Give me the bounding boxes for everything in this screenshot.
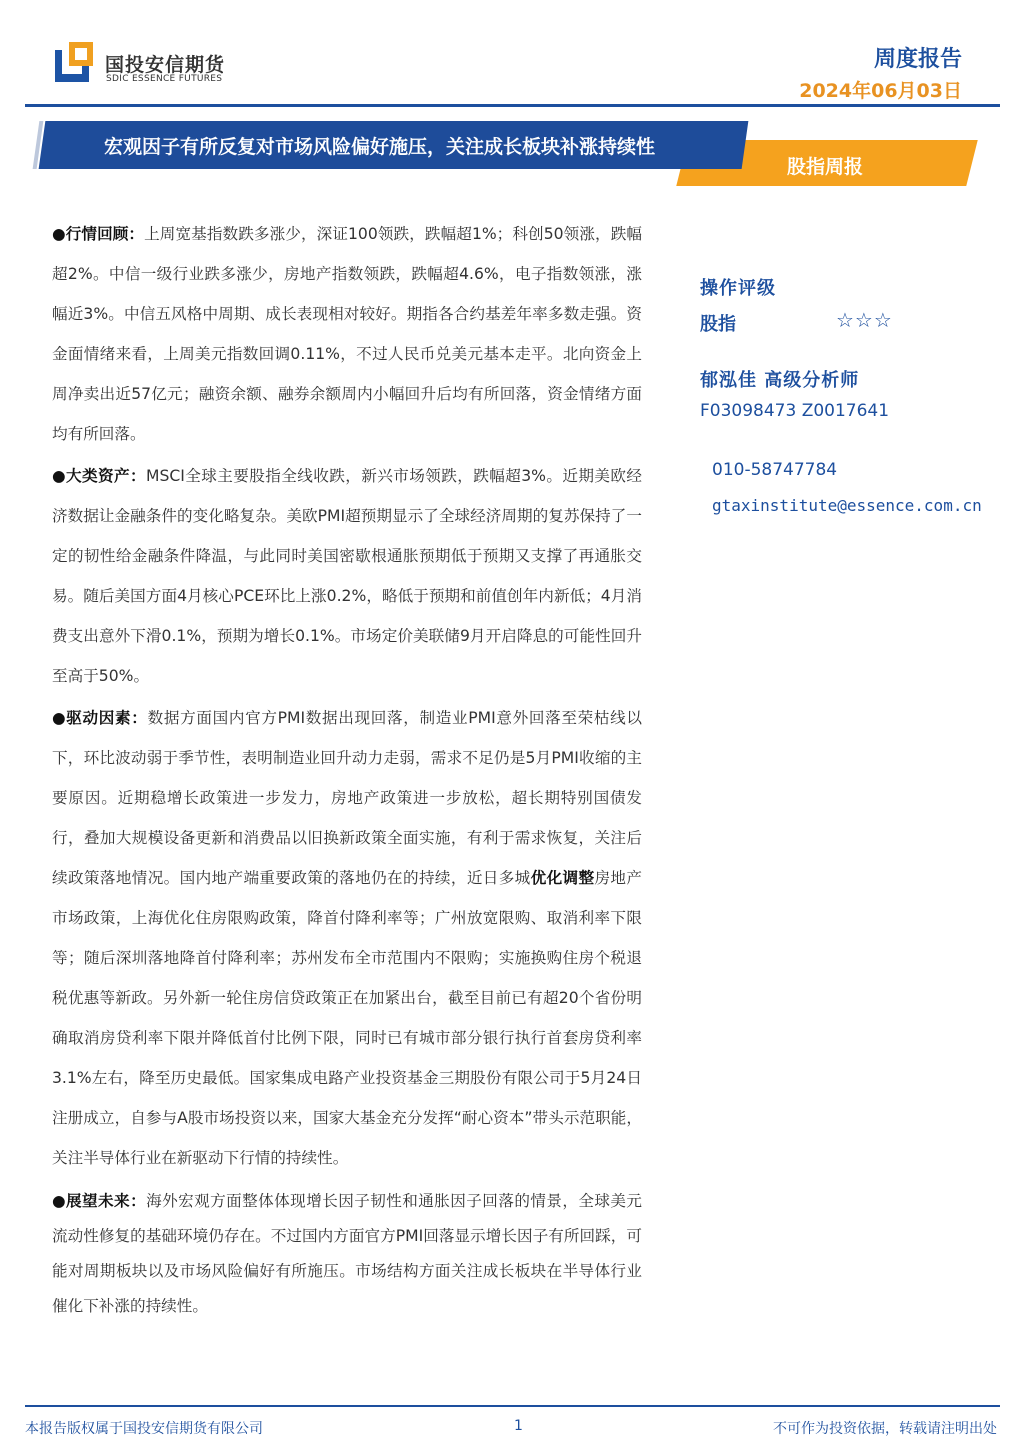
section-emphasis: 优化调整 bbox=[530, 869, 595, 887]
company-name-en: SDIC ESSENCE FUTURES bbox=[106, 74, 223, 84]
section-heading: 行情回顾： bbox=[65, 225, 145, 243]
section-text: 房地产市场政策，上海优化住房限购政策，降首付降利率等；广州放宽限购、取消利率下限等；随后深圳落地降首付降利率；苏州发布全市范围内不限购；实施换购住房个税退税优惠等新政。另外新一轮住房信贷政策正在加紧出台，截至目前已有超20个省份明确取消房贷利率下限并降低首付比例下限，同时已有城市部分银行执行首套房贷利率3.1%左右，降至历史最低。国家集成电路产业投资基金三期股份有限公司于5月24日注册成立，自参与A股市场投资以来，国家大基金充分发挥“耐心资本”带头示范职能，关注半导体行业在新驱动下行情的持续性。 bbox=[52, 869, 642, 1167]
section-market-review bbox=[52, 214, 642, 454]
rating-label: 操作评级 bbox=[700, 278, 776, 299]
section-text: MSCI全球主要股指全线收跌，新兴市场领跌，跌幅超3%。近期美欧经济数据让金融条件的变化略复杂。美欧PMI超预期显示了全球经济周期的复苏保持了一定的韧性给金融条件降温，与此同时美国密歇根通胀预期低于预期又支撑了再通胀交易。随后美国方面4月核心PCE环比上涨0.2%，略低于预期和前值创年内新低；4月消费支出意外下滑0.1%，预期为增长0.1%。市场定价美联储9月开启降息的可能性回升至高于50%。 bbox=[52, 467, 642, 685]
analyst-name: 郁泓佳 高级分析师 bbox=[700, 370, 860, 391]
bullet-icon: ● bbox=[52, 225, 66, 243]
report-title: 宏观因子有所反复对市场风险偏好施压，关注成长板块补涨持续性 bbox=[104, 136, 656, 158]
analyst-license: F03098473 Z0017641 bbox=[700, 401, 890, 421]
footer-disclaimer: 不可作为投资依据，转载请注明出处 bbox=[773, 1421, 997, 1437]
rating-index-label: 股指 bbox=[700, 314, 736, 335]
rating-stars-icon: ☆☆☆ bbox=[836, 308, 893, 332]
section-text: 上周宽基指数跌多涨少，深证100领跌，跌幅超1%；科创50领涨，跌幅超2%。中信一级行业跌多涨少，房地产指数领跌，跌幅超4.6%，电子指数领涨，涨幅近3%。中信五风格中周期、成长表现相对较好。期指各合约基差年率多数走强。资金面情绪来看，上周美元指数回调0.11%，不过人民币兑美元基本走平。北向资金上周净卖出近57亿元；融资余额、融券余额周内小幅回升后均有所回落，资金情绪方面均有所回落。 bbox=[52, 225, 642, 443]
report-date: 2024年06月03日 bbox=[799, 80, 962, 102]
footer-copyright: 本报告版权属于国投安信期货有限公司 bbox=[25, 1421, 263, 1437]
page-number: 1 bbox=[514, 1418, 523, 1434]
section-text: 数据方面国内官方PMI数据出现回落，制造业PMI意外回落至荣枯线以下，环比波动弱于季节性，表明制造业回升动力走弱，需求不足仍是5月PMI收缩的主要原因。近期稳增长政策进一步发力，房地产政策进一步放松，超长期特别国债发行，叠加大规模设备更新和消费品以旧换新政策全面实施，有利于需求恢复，关注后续政策落地情况。国内地产端重要政策的落地仍在的持续，近日多城 bbox=[52, 709, 642, 887]
contact-email[interactable]: gtaxinstitute@essence.com.cn bbox=[712, 496, 982, 515]
report-type: 周度报告 bbox=[873, 47, 962, 72]
section-drivers bbox=[52, 698, 642, 1178]
contact-phone: 010-58747784 bbox=[712, 460, 838, 480]
bullet-icon: ● bbox=[52, 709, 67, 727]
section-heading: 展望未来： bbox=[66, 1192, 147, 1210]
section-text: 海外宏观方面整体体现增长因子韧性和通胀因子回落的情景，全球美元流动性修复的基础环境仍存在。不过国内方面官方PMI回落显示增长因子有所回踩，可能对周期板块以及市场风险偏好有所施压。市场结构方面关注成长板块在半导体行业催化下补涨的持续性。 bbox=[52, 1192, 642, 1315]
section-outlook bbox=[52, 1184, 642, 1324]
logo-mark-icon bbox=[55, 42, 93, 82]
section-heading: 驱动因素： bbox=[66, 709, 148, 727]
header-divider bbox=[25, 104, 1000, 107]
bullet-icon: ● bbox=[52, 1192, 67, 1210]
section-asset-classes bbox=[52, 456, 642, 696]
footer-divider bbox=[25, 1405, 1000, 1407]
company-logo bbox=[55, 42, 235, 88]
bullet-icon: ● bbox=[52, 467, 67, 485]
section-heading: 大类资产： bbox=[66, 467, 147, 485]
report-body bbox=[52, 214, 642, 1324]
company-name-cn: 国投安信期货 bbox=[105, 54, 226, 76]
report-category-tag: 股指周报 bbox=[787, 156, 864, 178]
